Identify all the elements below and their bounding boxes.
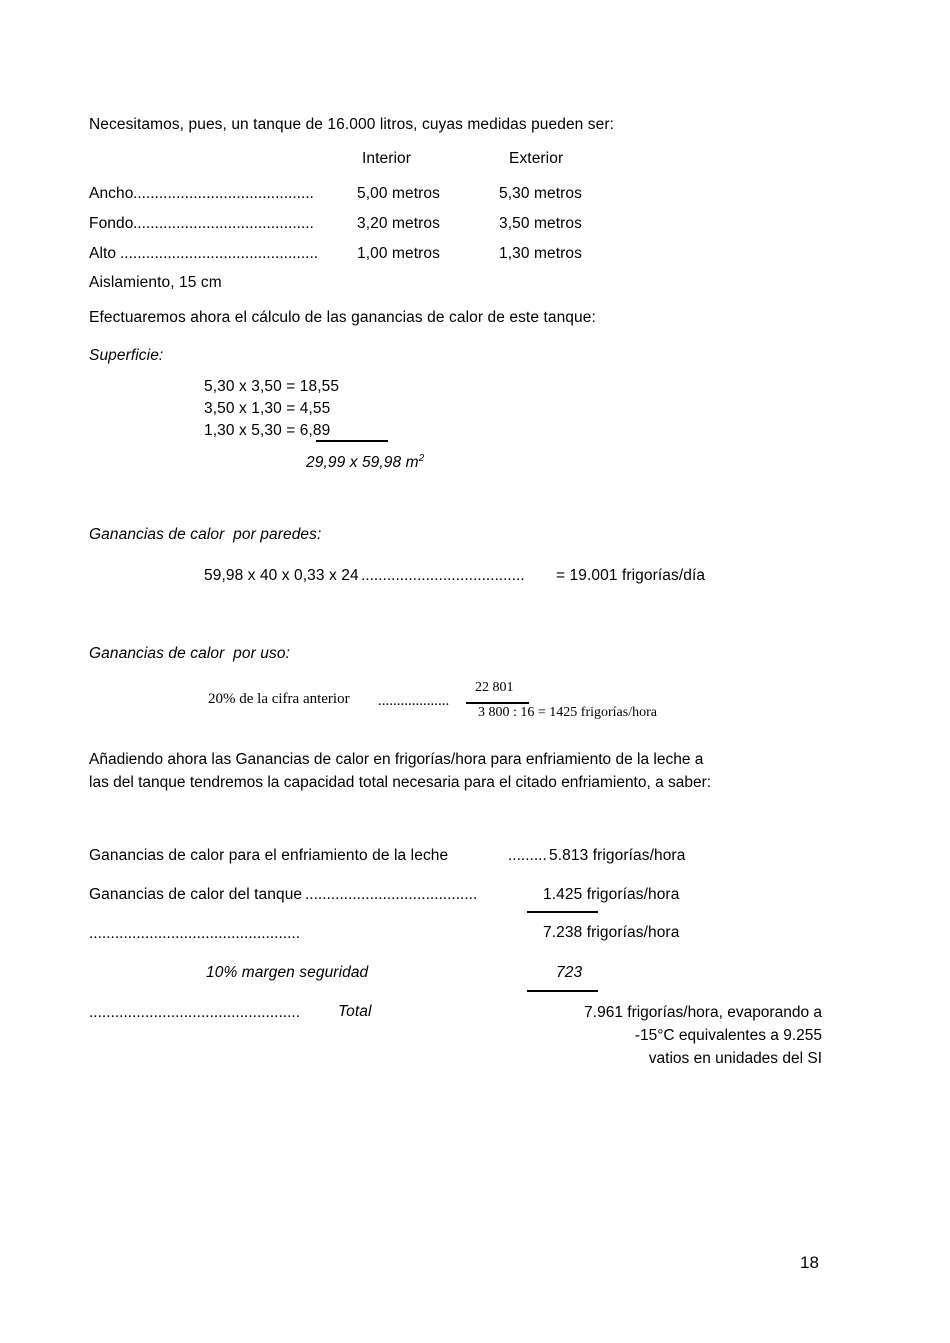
intro-paragraph: Necesitamos, pues, un tanque de 16.000 litros, cuyas medidas pueden ser:	[89, 116, 615, 133]
surface-line: 3,50 x 1,30 = 4,55	[204, 400, 331, 417]
subtotal-leader: .................................................	[89, 925, 301, 942]
table-row-exterior: 1,30 metros	[499, 245, 582, 262]
usage-label: 20% de la cifra anterior	[208, 691, 350, 707]
table-row-exterior: 5,30 metros	[499, 185, 582, 202]
summary-row-label: Ganancias de calor para el enfriamiento de la leche	[89, 847, 449, 864]
column-header-exterior: Exterior	[509, 150, 564, 167]
table-row-interior: 5,00 metros	[357, 185, 440, 202]
adding-paragraph-line1: Añadiendo ahora las Ganancias de calor en frigorías/hora para enfriamiento de la leche a	[89, 751, 704, 768]
table-row-exterior: 3,50 metros	[499, 215, 582, 232]
table-row-leader: ..........................................	[133, 215, 314, 232]
total-value-line3: vatios en unidades del SI	[648, 1050, 822, 1067]
table-row-interior: 1,00 metros	[357, 245, 440, 262]
total-rule	[527, 990, 598, 992]
surface-total-text: 29,99 x 59,98 m	[306, 454, 419, 472]
page-number: 18	[800, 1253, 819, 1272]
summary-row-leader: .........	[508, 847, 547, 864]
summary-row-value: 5.813 frigorías/hora	[549, 847, 686, 864]
surface-heading: Superficie:	[89, 347, 164, 364]
usage-numerator: 22 801	[475, 680, 514, 695]
total-value-block	[540, 1001, 822, 1070]
usage-leader: ...................	[378, 693, 450, 709]
table-row-interior: 3,20 metros	[357, 215, 440, 232]
usage-denominator: 3 800 : 16 = 1425 frigorías/hora	[478, 705, 657, 720]
surface-line: 1,30 x 5,30 = 6,89	[204, 422, 331, 439]
surface-sum-rule	[316, 440, 388, 442]
subtotal-value: 7.238 frigorías/hora	[543, 924, 680, 941]
adding-paragraph-line2: las del tanque tendremos la capacidad total necesaria para el citado enfriamiento, a saber:	[89, 774, 712, 791]
subtotal-rule	[527, 911, 598, 913]
usage-heading: Ganancias de calor por uso:	[89, 645, 290, 662]
walls-leader: ......................................	[361, 567, 525, 584]
total-label: Total	[338, 1003, 372, 1020]
walls-result: = 19.001 frigorías/día	[556, 567, 706, 584]
calculation-intro: Efectuaremos ahora el cálculo de las ganancias de calor de este tanque:	[89, 309, 596, 326]
summary-row-leader: ........................................	[305, 886, 478, 903]
surface-total-exponent: 2	[418, 453, 425, 464]
column-header-interior: Interior	[362, 150, 412, 167]
summary-row-label: Ganancias de calor del tanque	[89, 886, 303, 903]
surface-line: 5,30 x 3,50 = 18,55	[204, 378, 340, 395]
adding-paragraph	[89, 748, 829, 794]
walls-expression: 59,98 x 40 x 0,33 x 24	[204, 567, 359, 584]
total-leader: .................................................	[89, 1004, 301, 1021]
total-value-line1: 7.961 frigorías/hora, evaporando a	[584, 1004, 822, 1021]
insulation-line: Aislamiento, 15 cm	[89, 274, 222, 291]
table-row-leader: ..............................................	[120, 245, 319, 262]
table-row-leader: ..........................................	[133, 185, 314, 202]
surface-total	[306, 448, 424, 474]
table-row-label: Alto	[89, 245, 117, 262]
total-value-line2: -15°C equivalentes a 9.255	[634, 1027, 822, 1044]
summary-row-value: 1.425 frigorías/hora	[543, 886, 680, 903]
table-row-label: Ancho	[89, 185, 134, 202]
table-row-label: Fondo	[89, 215, 134, 232]
margin-label: 10% margen seguridad	[206, 964, 369, 981]
usage-fraction-rule	[466, 702, 529, 704]
walls-heading: Ganancias de calor por paredes:	[89, 526, 322, 543]
margin-value: 723	[556, 964, 583, 981]
